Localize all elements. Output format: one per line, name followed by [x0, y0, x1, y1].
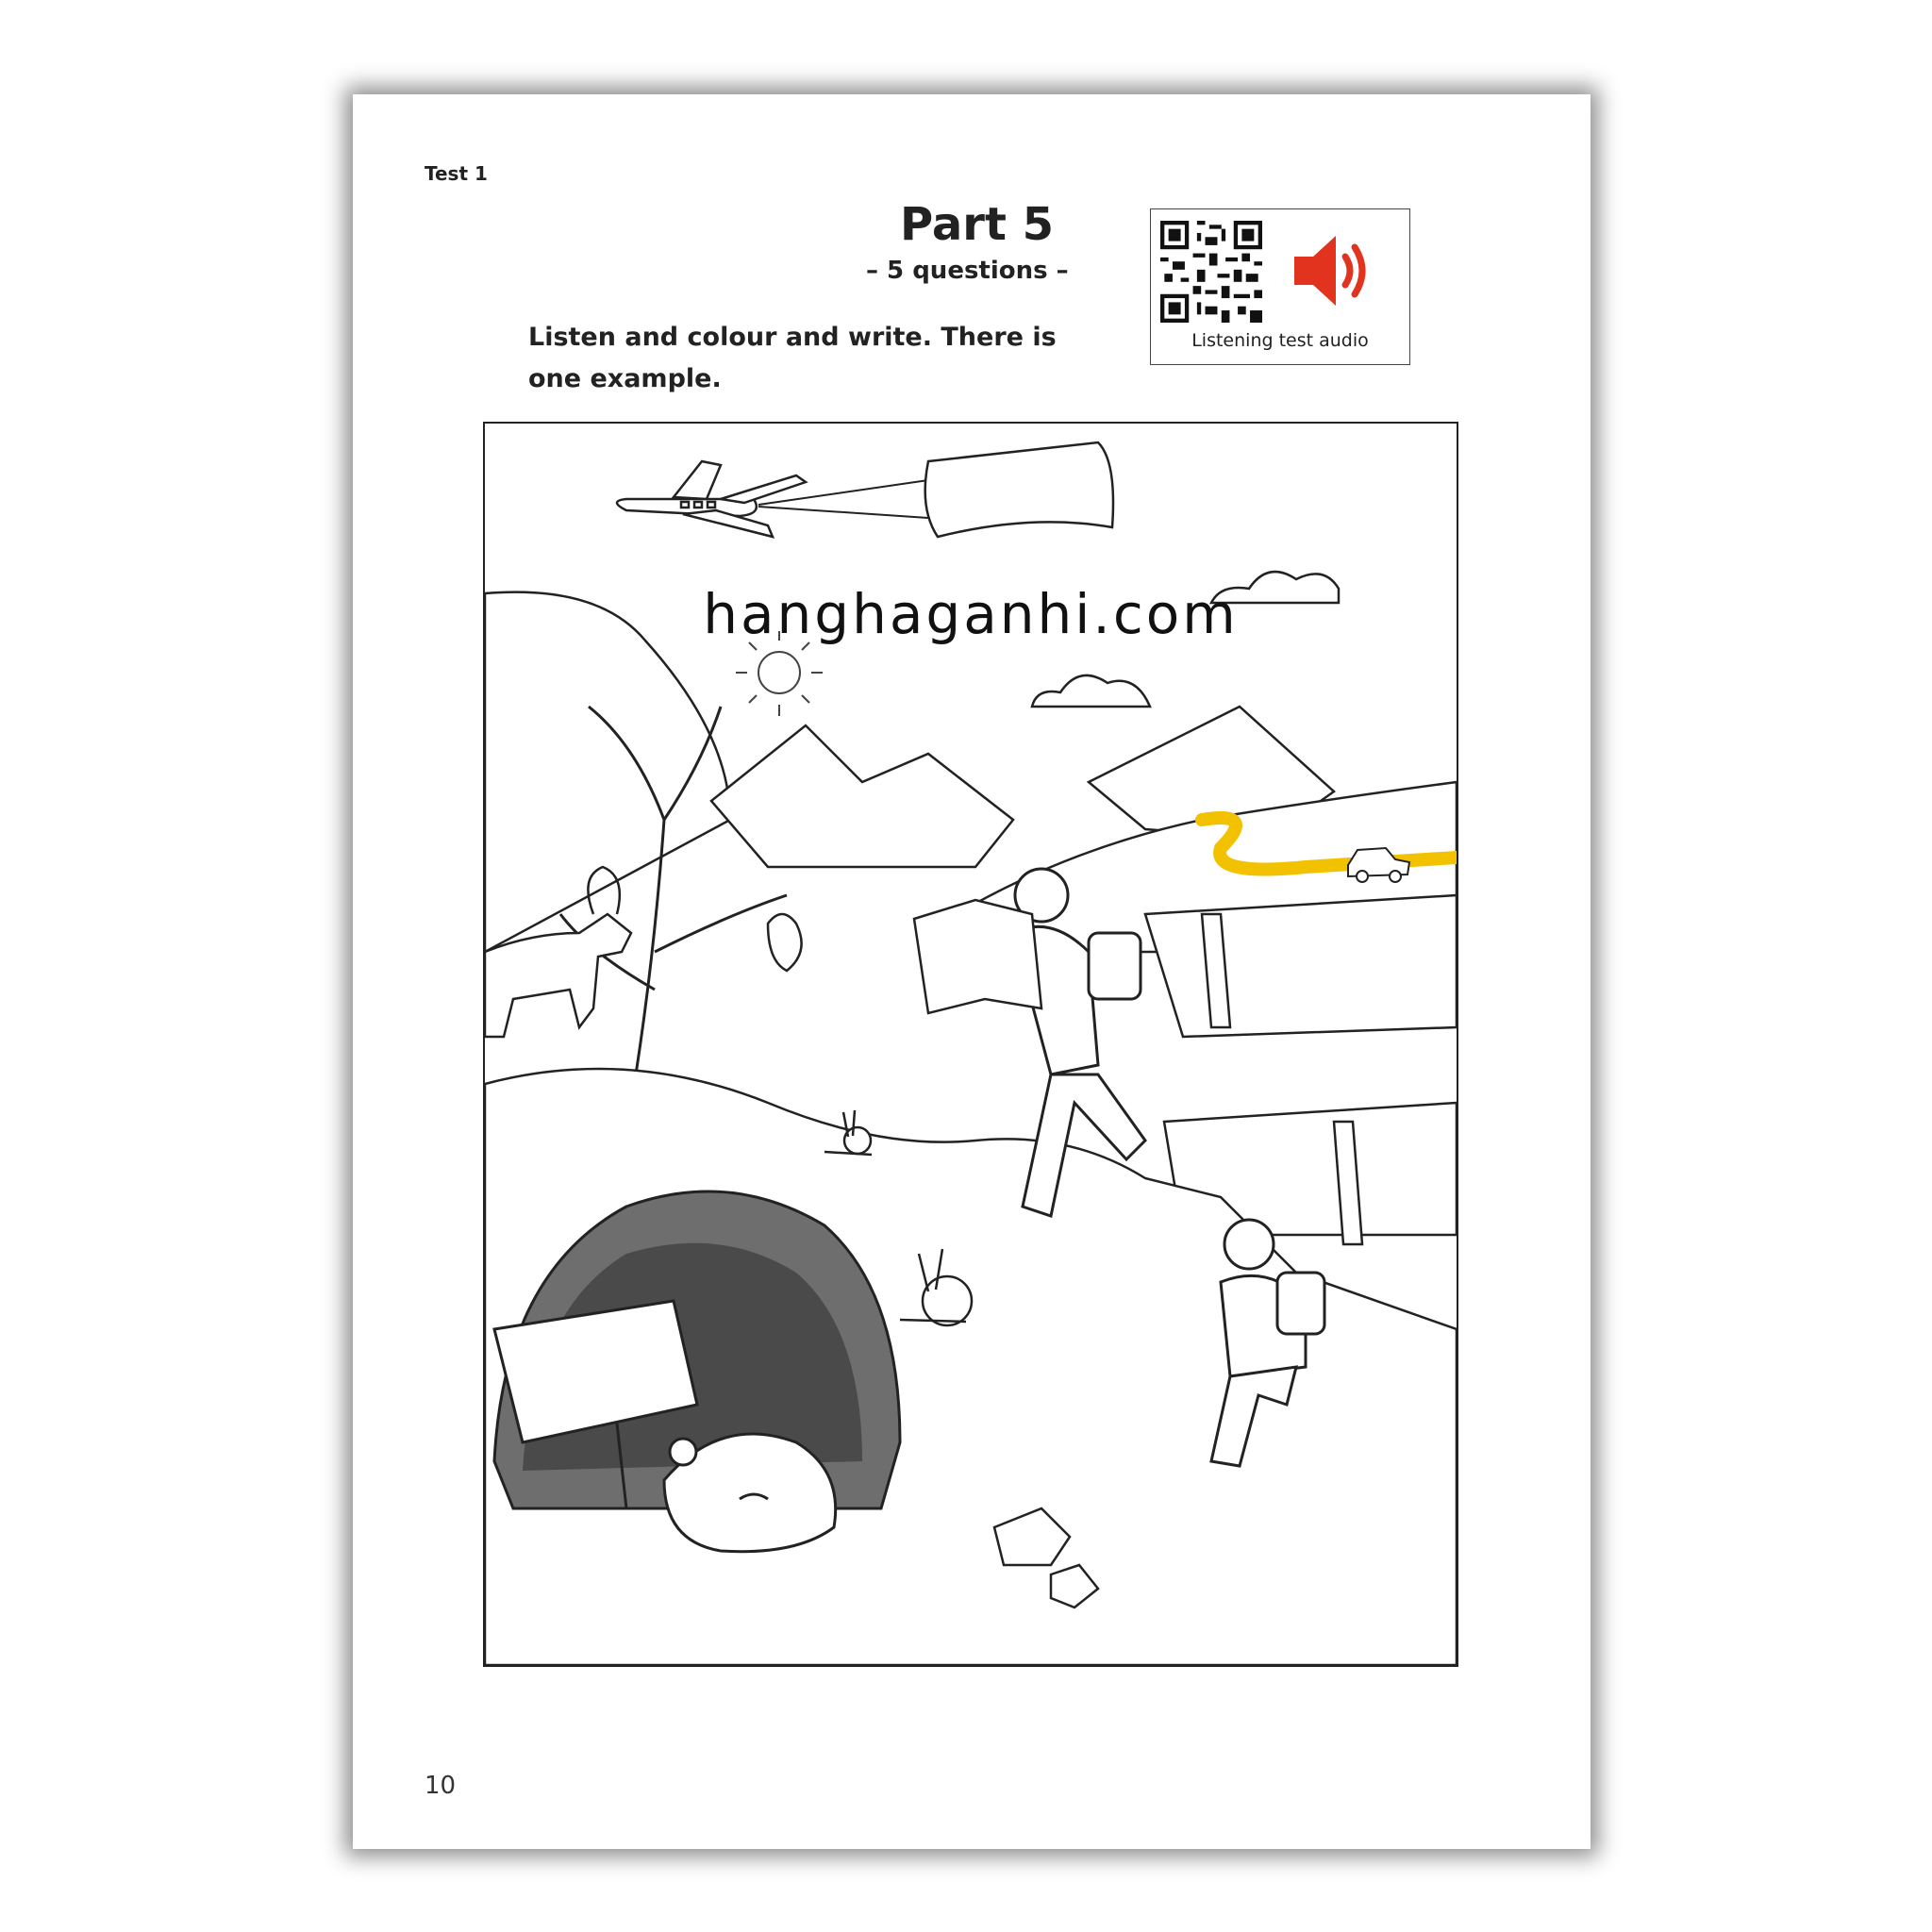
- speaker-icon[interactable]: [1291, 228, 1381, 313]
- worksheet-page: [353, 94, 1591, 1849]
- instructions: Listen and colour and write. There is one example.: [528, 323, 1057, 393]
- scene-illustration[interactable]: [483, 422, 1458, 1667]
- cloud-icon: [1032, 675, 1150, 707]
- airplane-icon: [617, 461, 806, 537]
- part-title: Part 5: [900, 198, 1055, 251]
- page-number: 10: [425, 1772, 457, 1800]
- bear-icon: [664, 1434, 836, 1552]
- audio-label: Listening test audio: [1191, 330, 1369, 351]
- banner-icon: [925, 442, 1113, 537]
- test-label: Test 1: [425, 162, 488, 185]
- audio-box[interactable]: [1150, 208, 1410, 365]
- map-icon: [914, 900, 1041, 1013]
- watermark: hanghaganhi.com: [703, 582, 1239, 646]
- qr-code-icon[interactable]: [1160, 221, 1262, 323]
- leaf-icon: [768, 914, 802, 971]
- part-subtitle: – 5 questions –: [866, 257, 1069, 285]
